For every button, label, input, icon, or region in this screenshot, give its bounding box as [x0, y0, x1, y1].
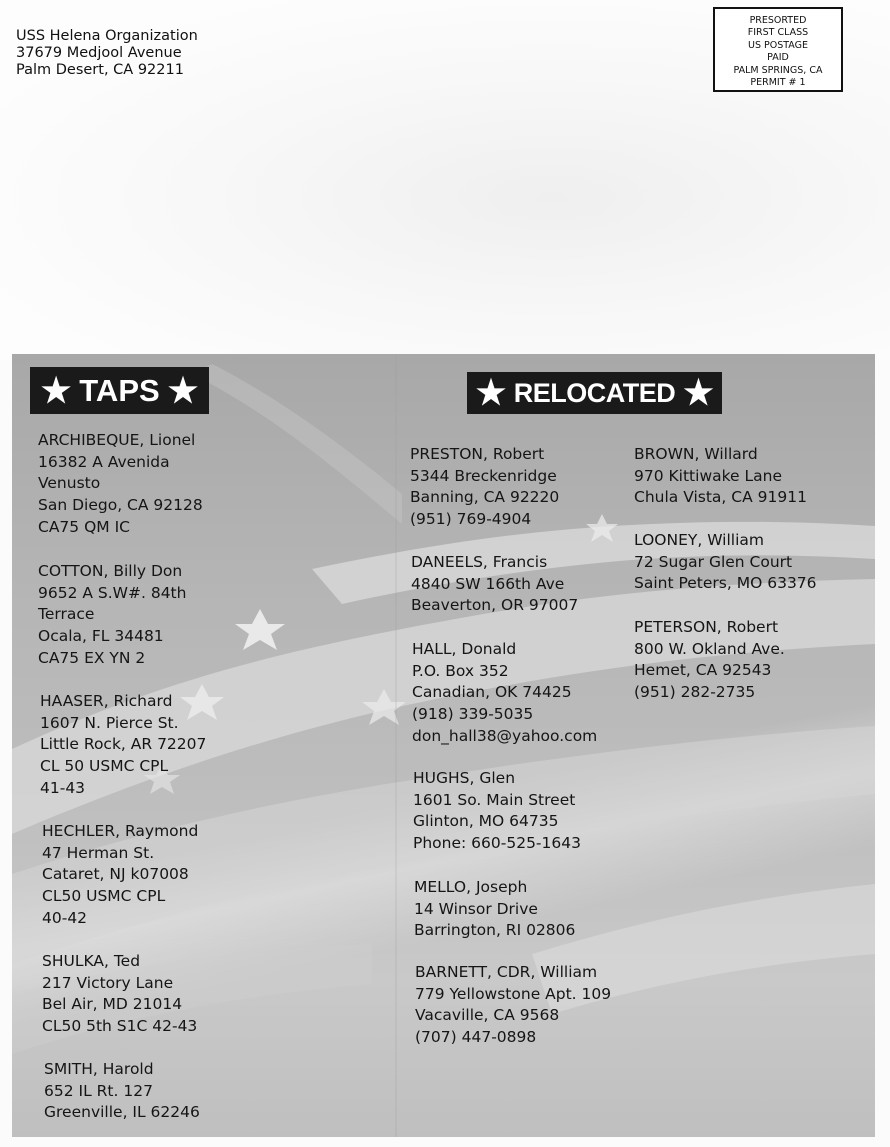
- entry-line: Cataret, NJ k07008: [42, 865, 189, 884]
- entry-line: HUGHS, Glen: [413, 769, 516, 787]
- relocated-entry: [634, 530, 817, 595]
- entry-line: Little Rock, AR 72207: [40, 735, 207, 754]
- star-icon: ★: [475, 374, 506, 412]
- star-icon: ★: [167, 371, 199, 410]
- entry-line: HAASER, Richard: [40, 692, 173, 710]
- entry-line: HECHLER, Raymond: [42, 822, 199, 840]
- taps-entry: [38, 430, 203, 539]
- star-icon: ★: [683, 374, 714, 412]
- entry-line: (707) 447-0898: [415, 1028, 537, 1047]
- taps-entry: [40, 691, 206, 800]
- entry-line: Banning, CA 92220: [410, 488, 560, 507]
- entry-line: 41-43: [40, 778, 86, 797]
- postage-line: PAID: [767, 52, 789, 64]
- entry-line: Canadian, OK 74425: [412, 683, 572, 702]
- entry-line: Ocala, FL 34481: [38, 627, 164, 646]
- star-icon: ★: [40, 371, 72, 410]
- entry-line: CA75 EX YN 2: [38, 648, 146, 667]
- entry-line: Glinton, MO 64735: [413, 812, 559, 831]
- entry-line: BARNETT, CDR, William: [415, 963, 598, 981]
- entry-line: PRESTON, Robert: [410, 445, 545, 463]
- entry-line: 970 Kittiwake Lane: [634, 466, 782, 485]
- entry-line: CL 50 USMC CPL: [40, 757, 169, 776]
- entry-line: 14 Winsor Drive: [414, 899, 538, 918]
- entry-line: San Diego, CA 92128: [38, 496, 203, 515]
- entry-line: DANEELS, Francis: [411, 553, 548, 571]
- entry-line: 4840 SW 166th Ave: [411, 574, 565, 593]
- taps-entry: [42, 951, 197, 1038]
- entry-line: HALL, Donald: [412, 640, 517, 658]
- relocated-entry: [411, 552, 578, 617]
- entry-line: COTTON, Billy Don: [38, 562, 183, 580]
- postage-line: US POSTAGE: [747, 39, 808, 51]
- postage-indicia: [713, 7, 843, 92]
- entry-line: 779 Yellowstone Apt. 109: [415, 984, 612, 1003]
- relocated-entry: [415, 962, 611, 1049]
- entry-line: don_hall38@yahoo.com: [412, 726, 598, 745]
- taps-entry: [42, 821, 198, 930]
- relocated-entry: [414, 877, 575, 942]
- entry-line: (951) 282-2735: [634, 683, 756, 702]
- entry-line: 1607 N. Pierce St.: [40, 713, 179, 732]
- entry-line: PETERSON, Robert: [634, 618, 779, 636]
- entry-line: Beaverton, OR 97007: [411, 596, 579, 615]
- entry-line: Saint Peters, MO 63376: [634, 574, 817, 593]
- flag-star-decoration: [235, 609, 285, 650]
- entry-line: MELLO, Joseph: [414, 878, 528, 896]
- relocated-entry: [410, 444, 559, 531]
- entry-line: Bel Air, MD 21014: [42, 995, 183, 1014]
- return-address-line: Palm Desert, CA 92211: [16, 62, 184, 78]
- entry-line: Hemet, CA 92543: [634, 661, 772, 680]
- entry-line: SHULKA, Ted: [42, 952, 141, 970]
- entry-line: 40-42: [42, 908, 88, 927]
- entry-line: Terrace: [38, 605, 95, 624]
- entry-line: SMITH, Harold: [44, 1060, 154, 1078]
- flag-panel: [12, 354, 875, 1137]
- return-address-line: USS Helena Organization: [16, 28, 198, 44]
- entry-line: CA75 QM IC: [38, 517, 130, 536]
- entry-line: (918) 339-5035: [412, 705, 534, 724]
- taps-heading-banner: [30, 367, 209, 414]
- entry-line: 1601 So. Main Street: [413, 790, 576, 809]
- entry-line: Vacaville, CA 9568: [415, 1006, 560, 1025]
- entry-line: BROWN, Willard: [634, 445, 758, 463]
- relocated-entry: [413, 768, 581, 855]
- entry-line: 800 W. Okland Ave.: [634, 639, 785, 658]
- entry-line: Greenville, IL 62246: [44, 1103, 200, 1122]
- relocated-entry: [634, 617, 785, 704]
- entry-line: ARCHIBEQUE, Lionel: [38, 431, 196, 449]
- taps-entry: [44, 1059, 200, 1124]
- postage-line: FIRST CLASS: [747, 27, 809, 39]
- return-address: [16, 28, 198, 79]
- postage-line: PERMIT # 1: [750, 77, 806, 89]
- entry-line: 217 Victory Lane: [42, 973, 174, 992]
- taps-heading: TAPS: [79, 372, 160, 408]
- entry-line: LOONEY, William: [634, 531, 765, 549]
- return-address-line: 37679 Medjool Avenue: [16, 45, 182, 61]
- relocated-entry: [412, 639, 597, 748]
- entry-line: 72 Sugar Glen Court: [634, 552, 793, 571]
- entry-line: P.O. Box 352: [412, 661, 509, 680]
- entry-line: 5344 Breckenridge: [410, 466, 557, 485]
- entry-line: (951) 769-4904: [410, 510, 532, 529]
- postage-line: PRESORTED: [749, 15, 807, 26]
- entry-line: 47 Herman St.: [42, 843, 155, 862]
- entry-line: Venusto: [38, 474, 101, 493]
- entry-line: Phone: 660-525-1643: [413, 834, 581, 853]
- relocated-heading-banner: [467, 372, 722, 414]
- relocated-heading: RELOCATED: [513, 377, 676, 408]
- entry-line: 9652 A S.W#. 84th: [38, 583, 187, 602]
- entry-line: 652 IL Rt. 127: [44, 1081, 153, 1100]
- entry-line: Chula Vista, CA 91911: [634, 488, 807, 507]
- taps-entry: [38, 561, 186, 670]
- postage-line: PALM SPRINGS, CA: [733, 64, 823, 76]
- relocated-entry: [634, 444, 807, 509]
- entry-line: 16382 A Avenida: [38, 452, 170, 471]
- entry-line: CL50 5th S1C 42-43: [42, 1017, 198, 1036]
- entry-line: CL50 USMC CPL: [42, 887, 166, 906]
- entry-line: Barrington, RI 02806: [414, 921, 576, 940]
